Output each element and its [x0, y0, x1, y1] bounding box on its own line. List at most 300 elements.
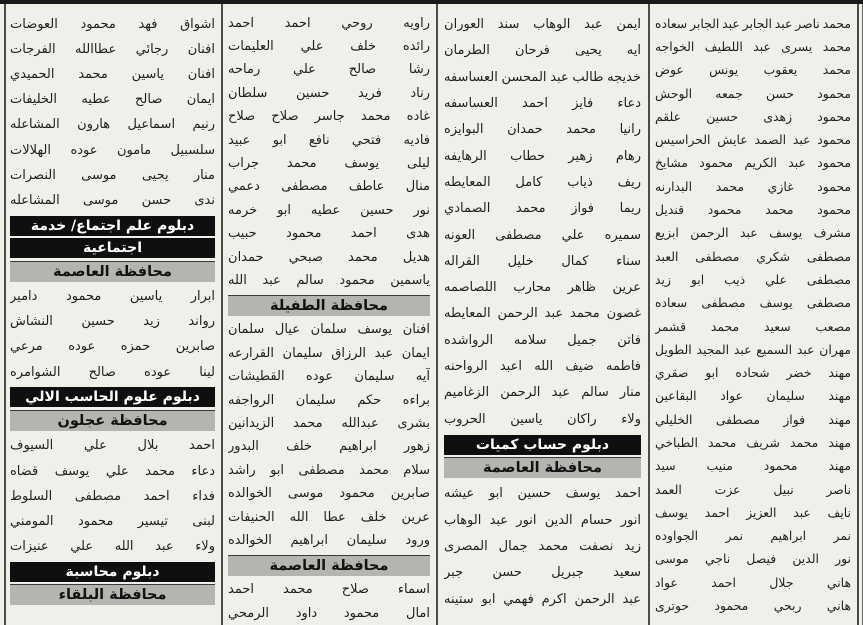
- name-row: [655, 151, 851, 174]
- name-word: موسى: [81, 167, 117, 183]
- name-row: [655, 477, 851, 500]
- name-word: ابراهيم: [290, 532, 328, 548]
- name-row: [228, 35, 430, 58]
- name-row: [655, 291, 851, 314]
- name-word: كمال: [561, 253, 589, 269]
- name-word: ابو: [488, 486, 503, 502]
- name-row: [655, 408, 851, 431]
- name-word: صقري: [655, 365, 689, 381]
- name-word: محمود: [817, 132, 851, 148]
- name-row: [228, 222, 430, 245]
- name-word: صالح: [88, 364, 116, 380]
- name-word: الفرجات: [10, 41, 56, 57]
- diploma-section-header: دبلوم علوم الحاسب الالي: [10, 387, 215, 407]
- name-word: حوترى: [655, 598, 690, 614]
- name-word: هارون: [77, 117, 111, 133]
- name-word: الصمد: [754, 132, 787, 148]
- name-word: الرهايفه: [444, 148, 487, 164]
- name-word: حبيب: [228, 226, 257, 242]
- name-word: الطويل: [655, 341, 692, 357]
- name-row: [10, 334, 215, 359]
- name-word: الحميدي: [10, 66, 55, 82]
- name-row: [444, 117, 641, 143]
- name-word: عوده: [144, 364, 172, 380]
- governorate-header: محافظة العاصمة: [228, 555, 430, 576]
- name-word: عبد: [796, 341, 815, 357]
- name-word: مصطفى: [298, 462, 345, 478]
- name-word: فيصل: [746, 551, 777, 567]
- name-word: اشواق: [180, 16, 215, 32]
- name-word: عوض: [655, 62, 684, 78]
- name-word: محمد: [822, 15, 851, 31]
- name-word: فاطمه: [605, 359, 641, 374]
- name-word: جراب: [228, 156, 260, 172]
- name-word: ندى: [194, 192, 215, 208]
- name-word: جبريل: [551, 565, 584, 581]
- name-word: زيد: [143, 314, 160, 330]
- name-row: [10, 309, 215, 334]
- name-word: الكريم: [744, 155, 777, 171]
- name-word: السلوط: [10, 488, 53, 504]
- name-word: عبد: [722, 15, 740, 31]
- name-word: زيد: [624, 538, 641, 554]
- name-word: داود: [295, 605, 318, 621]
- name-word: هدى: [406, 226, 430, 242]
- name-word: المومني: [10, 513, 54, 529]
- name-word: المعايطه: [444, 174, 491, 190]
- name-word: عرين: [401, 509, 430, 525]
- name-word: عبد: [733, 341, 752, 357]
- name-word: هاني: [826, 598, 851, 614]
- name-row: [444, 222, 641, 248]
- name-word: البدارنه: [655, 178, 693, 194]
- name-word: سلمان: [228, 322, 265, 338]
- name-row: [444, 196, 641, 222]
- name-word: ريما: [619, 201, 641, 217]
- name-word: العوضات: [10, 16, 58, 32]
- name-word: يونس: [709, 62, 739, 78]
- name-word: سناء: [616, 253, 641, 269]
- governorate-header: محافظة العاصمة: [444, 457, 641, 478]
- name-row: [228, 82, 430, 105]
- name-word: عطيه: [81, 92, 111, 108]
- name-row: [228, 269, 430, 292]
- name-word: سيد: [655, 458, 676, 474]
- name-row: [228, 128, 430, 151]
- name-word: تيسير: [137, 513, 168, 529]
- name-word: محمود: [339, 486, 375, 502]
- name-word: ناصر: [826, 481, 851, 497]
- name-word: علي: [105, 463, 129, 479]
- name-word: الله: [534, 359, 554, 374]
- name-word: الشوامره: [10, 364, 61, 380]
- name-word: نور: [413, 202, 430, 218]
- name-row: [10, 37, 215, 62]
- name-word: محمود: [763, 458, 798, 474]
- name-word: احمد: [704, 504, 730, 520]
- name-word: الخوالده: [228, 486, 272, 502]
- name-word: نافع: [308, 132, 330, 148]
- name-word: السميع: [756, 341, 793, 357]
- name-row: [655, 12, 851, 35]
- name-word: محمد: [292, 415, 323, 431]
- name-word: الرواشده: [444, 332, 494, 348]
- name-word: محمود: [817, 202, 851, 218]
- name-word: صالح: [135, 92, 163, 108]
- name-word: الحراسيس: [655, 132, 711, 148]
- name-row: [444, 248, 641, 274]
- name-word: جبر: [444, 565, 464, 581]
- name-word: حسين: [706, 108, 739, 124]
- name-word: دامير: [10, 289, 38, 305]
- name-word: سعيد: [764, 318, 791, 334]
- name-word: حمزه: [120, 339, 151, 355]
- name-word: هاني: [826, 574, 851, 590]
- name-word: هديل: [402, 249, 430, 265]
- name-row: [10, 534, 215, 559]
- name-word: محمود: [817, 155, 851, 171]
- name-row: [444, 560, 641, 586]
- name-word: عزت: [714, 481, 741, 497]
- name-row: [444, 406, 641, 432]
- name-word: خضر: [786, 365, 812, 381]
- name-word: عبد: [774, 15, 793, 31]
- name-word: عبد: [374, 345, 394, 361]
- name-word: مشايخ: [655, 155, 688, 171]
- name-word: عنيزات: [10, 539, 49, 555]
- name-word: الصمادي: [444, 201, 491, 217]
- name-word: محمد: [715, 178, 744, 194]
- name-word: الجابر: [690, 15, 720, 31]
- name-row: [655, 58, 851, 81]
- name-word: رشا: [408, 62, 430, 78]
- name-word: مصعب: [815, 318, 851, 334]
- name-word: نصفت: [579, 538, 614, 554]
- name-row: [10, 188, 215, 213]
- name-word: دعاء: [191, 463, 215, 479]
- name-word: شكري: [756, 248, 791, 264]
- name-word: محمد: [145, 463, 175, 479]
- name-word: ابراهيم: [339, 439, 377, 455]
- name-word: حسين: [517, 486, 551, 502]
- column-divider: [436, 0, 438, 625]
- name-word: يوسف: [655, 504, 689, 520]
- name-row: [444, 38, 641, 64]
- name-word: القطيشات: [228, 369, 285, 385]
- name-word: الله: [114, 539, 134, 555]
- name-word: محمود: [339, 272, 375, 288]
- name-word: ابراهيم: [770, 528, 807, 544]
- name-word: رجائي: [135, 41, 169, 57]
- name-word: محمود: [817, 85, 851, 101]
- name-word: سليمان: [282, 345, 323, 361]
- name-word: العبد: [655, 248, 679, 264]
- name-word: منار: [193, 167, 215, 183]
- name-word: مهران: [819, 341, 851, 357]
- name-word: مصطفى: [74, 488, 122, 504]
- name-word: دعمي: [228, 179, 260, 195]
- name-word: ياسين: [129, 289, 163, 305]
- name-word: لينا: [199, 364, 215, 380]
- name-row: [655, 198, 851, 221]
- name-word: منار: [619, 385, 641, 401]
- name-row: [228, 12, 430, 35]
- name-word: محمد: [360, 109, 391, 125]
- name-word: مصطفى: [281, 179, 328, 195]
- name-row: [444, 481, 641, 507]
- name-word: اللطيف: [704, 38, 743, 54]
- name-word: مهند: [828, 458, 851, 474]
- name-word: احمد: [615, 486, 641, 502]
- name-word: حمدان: [228, 249, 264, 265]
- name-word: عبد: [155, 539, 174, 555]
- name-word: صلاح: [271, 109, 299, 125]
- column-divider: [221, 0, 223, 625]
- name-word: ابزيع: [655, 225, 679, 241]
- name-row: [444, 353, 641, 379]
- name-word: الوهاب: [533, 17, 571, 33]
- name-word: عبيد: [228, 132, 251, 148]
- name-word: حمدان: [507, 122, 543, 138]
- name-word: الرواحنه: [444, 359, 488, 374]
- name-word: قضاه: [10, 463, 39, 479]
- name-word: محمد: [790, 434, 819, 450]
- name-word: عرين: [612, 280, 641, 296]
- name-word: الخواجه: [655, 38, 695, 54]
- name-word: رهام: [615, 148, 641, 164]
- name-word: جلال: [769, 574, 794, 590]
- name-word: فايز: [572, 96, 594, 112]
- name-row: [10, 62, 215, 87]
- name-word: احمد: [522, 96, 549, 112]
- name-word: علي: [83, 438, 107, 454]
- name-word: اعبد: [499, 359, 522, 374]
- name-word: عبد: [753, 38, 771, 54]
- name-row: [444, 274, 641, 300]
- name-word: خلف: [286, 439, 312, 455]
- name-word: ستينه: [444, 591, 474, 607]
- name-word: سلام: [403, 462, 430, 478]
- name-word: عيشه: [444, 486, 475, 502]
- name-word: عواد: [655, 574, 678, 590]
- name-word: العليمات: [228, 39, 274, 55]
- governorate-header: محافظة العاصمة: [10, 261, 215, 282]
- name-word: عاطف: [348, 179, 385, 195]
- name-word: عبد: [622, 591, 641, 607]
- top-border-rule: [0, 0, 863, 4]
- name-word: يحيى: [141, 167, 169, 183]
- name-row: [655, 594, 851, 617]
- name-word: محمد: [765, 202, 794, 218]
- name-word: علي: [293, 62, 316, 78]
- name-word: سلسبيل: [170, 142, 215, 158]
- name-row: [655, 338, 851, 361]
- name-word: مصطفى: [806, 248, 851, 264]
- name-word: ابرار: [190, 289, 215, 305]
- name-row: [228, 105, 430, 128]
- name-word: الرزاق: [331, 345, 367, 361]
- name-word: مهند: [828, 365, 851, 381]
- name-word: البوايزه: [444, 122, 484, 138]
- name-word: نور: [835, 551, 851, 567]
- name-word: محمود: [286, 226, 322, 242]
- name-word: الطباخي: [655, 434, 698, 450]
- name-word: جاسر: [314, 109, 345, 125]
- name-row: [655, 571, 851, 594]
- name-word: مصطفى: [495, 227, 542, 243]
- name-word: المشاعله: [10, 192, 60, 208]
- name-word: سند: [497, 17, 520, 33]
- name-row: [444, 64, 641, 90]
- name-word: فتحي: [351, 132, 382, 148]
- name-row: [444, 380, 641, 406]
- name-word: فواز: [571, 201, 595, 217]
- name-word: رائده: [402, 39, 430, 55]
- name-word: الرحمن: [574, 591, 615, 607]
- name-row: [228, 245, 430, 268]
- name-word: احمد: [350, 226, 377, 242]
- name-word: الوهاب: [444, 512, 482, 528]
- name-word: ذياب: [567, 174, 593, 190]
- name-word: روحي: [341, 15, 373, 31]
- name-word: فرحان: [514, 43, 550, 59]
- name-word: سلامه: [513, 332, 547, 348]
- name-word: جمعه: [715, 85, 743, 101]
- name-word: عطا: [323, 509, 346, 525]
- name-word: الزيدانين: [228, 415, 275, 431]
- name-word: حسين: [295, 85, 330, 101]
- diploma-section-header: دبلوم حساب كميات: [444, 435, 641, 455]
- name-row: [655, 384, 851, 407]
- name-word: احمد: [711, 574, 736, 590]
- name-word: موسى: [655, 551, 689, 567]
- name-word: الخليفات: [10, 92, 57, 108]
- name-word: عوده: [305, 369, 333, 385]
- name-word: مهند: [828, 411, 851, 427]
- name-row: [655, 175, 851, 198]
- name-row: [444, 169, 641, 195]
- name-word: عبد: [544, 306, 564, 322]
- name-word: الرواجفه: [228, 392, 275, 408]
- name-word: رانيا: [619, 122, 641, 138]
- column-divider: [4, 0, 6, 625]
- name-word: الرمحي: [228, 605, 269, 621]
- name-word: عبد: [788, 155, 806, 171]
- column-divider: [648, 0, 650, 625]
- name-word: ابو: [272, 132, 287, 148]
- name-word: رماحه: [228, 62, 261, 78]
- name-row: [655, 244, 851, 267]
- name-row: [655, 361, 851, 384]
- name-word: عبد: [262, 272, 281, 288]
- name-word: العزيز: [746, 504, 777, 520]
- name-word: طالب: [572, 69, 604, 85]
- name-word: موسى: [287, 486, 324, 502]
- name-word: العمد: [655, 481, 682, 497]
- name-word: مصطفى: [806, 295, 851, 311]
- name-row: [228, 152, 430, 175]
- name-word: البدور: [228, 439, 259, 455]
- name-row: [444, 143, 641, 169]
- name-word: جميل: [567, 332, 597, 348]
- name-word: فهد: [138, 16, 158, 32]
- name-word: العساسفه: [444, 69, 498, 85]
- name-word: صالح: [348, 62, 377, 78]
- name-word: اسماء: [397, 582, 430, 598]
- name-word: مشرف: [813, 225, 851, 241]
- diploma-section-header: اجتماعية: [10, 238, 215, 258]
- name-word: الخليلي: [655, 411, 693, 427]
- name-row: [655, 454, 851, 477]
- name-word: يوسف: [54, 463, 90, 479]
- name-word: مهند: [828, 434, 851, 450]
- name-column-1: [10, 4, 215, 625]
- name-word: الجواوده: [655, 528, 699, 544]
- name-word: عواد: [720, 388, 743, 404]
- name-word: الله: [289, 509, 309, 525]
- name-word: افنان: [402, 322, 430, 338]
- name-word: محمود: [699, 155, 734, 171]
- name-word: فهمي: [503, 591, 534, 607]
- name-word: يوسف: [769, 225, 803, 241]
- name-word: ناجي: [704, 551, 731, 567]
- name-word: محمد: [78, 66, 108, 82]
- name-row: [444, 301, 641, 327]
- name-row: [655, 105, 851, 128]
- name-word: علي: [765, 271, 787, 287]
- name-row: [444, 12, 641, 38]
- name-row: [655, 524, 851, 547]
- name-row: [228, 505, 430, 528]
- name-row: [228, 578, 430, 601]
- name-word: جمال: [498, 538, 528, 554]
- name-word: سعاده: [655, 15, 688, 31]
- name-word: فريد: [357, 85, 382, 101]
- name-word: يعقوب: [763, 62, 798, 78]
- name-word: يحيى: [574, 43, 602, 59]
- name-word: سليمان: [295, 392, 336, 408]
- name-word: فاديه: [403, 132, 430, 148]
- name-word: ربحي: [773, 598, 802, 614]
- name-word: ابو: [277, 202, 292, 218]
- name-word: عوده: [70, 142, 98, 158]
- name-word: محمد: [538, 538, 569, 554]
- name-word: كامل: [515, 174, 543, 190]
- name-word: احمد: [284, 15, 311, 31]
- name-word: خديجه: [607, 69, 641, 85]
- name-word: ايمان: [401, 345, 430, 361]
- name-word: غاده: [406, 109, 430, 125]
- name-word: الدين: [544, 512, 573, 528]
- name-word: بشرى: [397, 415, 430, 431]
- name-word: محمود: [343, 605, 380, 621]
- name-word: محمد: [359, 462, 389, 478]
- name-word: عبد: [740, 225, 758, 241]
- diploma-section-header: دبلوم محاسبة: [10, 562, 215, 582]
- name-row: [444, 327, 641, 353]
- name-word: سليمان: [346, 532, 387, 548]
- name-word: مصطفى: [701, 295, 746, 311]
- name-word: الرحمن: [500, 385, 541, 401]
- name-word: السيوف: [10, 438, 54, 454]
- name-word: قشمر: [655, 318, 687, 334]
- name-word: احمد: [228, 15, 255, 31]
- name-word: موسى: [82, 192, 119, 208]
- name-word: العساسفه: [444, 96, 498, 112]
- name-row: [444, 586, 641, 612]
- name-word: مصطفى: [715, 411, 760, 427]
- name-word: عبد: [489, 512, 509, 528]
